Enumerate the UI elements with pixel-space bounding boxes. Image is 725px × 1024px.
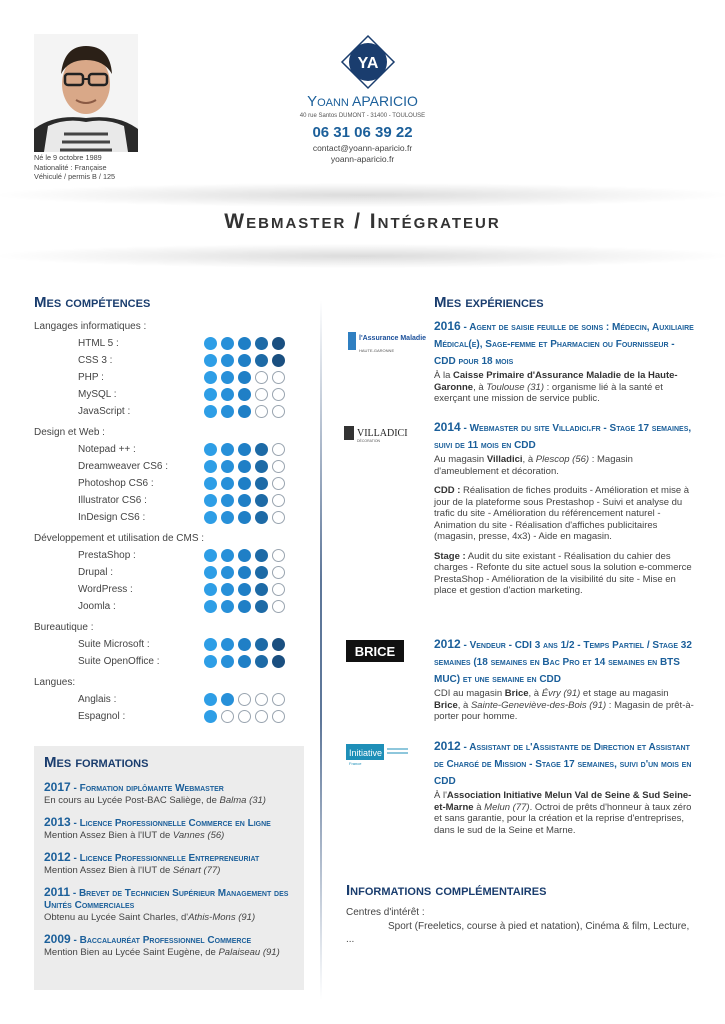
phone-number: 06 31 06 39 22	[312, 124, 413, 141]
skill-category: Design et Web :	[34, 427, 105, 438]
rating-dot-filled	[221, 337, 234, 350]
nationality: Nationalité : Française	[34, 162, 107, 172]
svg-text:VILLADICI: VILLADICI	[357, 428, 408, 439]
skill-category: Langages informatiques :	[34, 321, 147, 332]
rating-dot-filled	[255, 443, 268, 456]
rating-dot-filled	[238, 354, 251, 367]
rating-dot-empty	[272, 477, 285, 490]
skill-row	[34, 441, 304, 458]
rating-dot-filled	[238, 566, 251, 579]
rating-dot-filled	[204, 371, 217, 384]
rating-dot-filled	[255, 477, 268, 490]
skill-name: Notepad ++ :	[78, 444, 136, 455]
rating-dot-filled	[255, 600, 268, 613]
skill-rating	[204, 655, 289, 668]
rating-dot-filled	[255, 354, 268, 367]
svg-text:Initiative: Initiative	[349, 748, 383, 758]
rating-dot-filled	[221, 511, 234, 524]
website[interactable]: yoann-aparicio.fr	[330, 154, 395, 164]
rating-dot-filled	[255, 460, 268, 473]
interests-text: Sport (Freeletics, course à pied et natation), Cinéma & film, Lecture, ...	[346, 921, 690, 945]
skill-rating	[204, 511, 289, 524]
rating-dot-filled	[204, 583, 217, 596]
rating-dot-filled	[221, 549, 234, 562]
skill-row	[34, 581, 304, 598]
rating-dot-empty	[221, 710, 234, 723]
rating-dot-empty	[255, 693, 268, 706]
experience-heading: 2012 - Assistant de l'Assistante de Direction et Assistant de Chargé de Mission - Stage 17 semaines, suivi d'un mois en CDD	[434, 739, 692, 787]
rating-dot-filled	[221, 655, 234, 668]
skill-name: MySQL :	[78, 389, 117, 400]
skill-rating	[204, 371, 289, 384]
rating-dot-empty	[272, 583, 285, 596]
skill-row	[34, 335, 304, 352]
skill-row	[34, 598, 304, 615]
rating-dot-filled	[238, 388, 251, 401]
rating-dot-filled	[221, 566, 234, 579]
rating-dot-filled	[204, 549, 217, 562]
rating-dot-empty	[272, 566, 285, 579]
formation-description: En cours au Lycée Post-BAC Saliège, de Balma (31)	[44, 795, 266, 806]
skill-name: Drupal :	[78, 567, 114, 578]
formation-heading: 2012 - Licence Professionnelle Entrepreneuriat	[44, 850, 260, 864]
rating-dot-filled	[204, 405, 217, 418]
rating-dot-filled	[221, 405, 234, 418]
interests-label: Centres d'intérêt :	[346, 907, 425, 918]
rating-dot-filled	[238, 600, 251, 613]
competences-title: Mes compétences	[34, 294, 151, 311]
formations-list	[44, 781, 294, 958]
skill-rating	[204, 566, 289, 579]
rating-dot-filled	[238, 405, 251, 418]
rating-dot-filled	[255, 583, 268, 596]
skill-name: PrestaShop :	[78, 550, 136, 561]
competences-list	[34, 318, 304, 729]
rating-dot-filled	[204, 600, 217, 613]
rating-dot-filled	[272, 337, 285, 350]
skill-row	[34, 691, 304, 708]
svg-text:HAUTE-GARONNE: HAUTE-GARONNE	[359, 348, 395, 353]
formation-item	[44, 886, 294, 923]
rating-dot-filled	[204, 443, 217, 456]
rating-dot-empty	[272, 371, 285, 384]
address: 40 rue Santos DUMONT - 31400 - TOULOUSE	[299, 113, 426, 119]
vehicle: Véhiculé / permis B / 125	[34, 172, 116, 181]
formation-item	[44, 933, 294, 958]
rating-dot-filled	[255, 549, 268, 562]
formation-description: Mention Bien au Lycée Saint Eugène, de Palaiseau (91)	[44, 947, 280, 958]
column-separator	[320, 300, 322, 1000]
rating-dot-filled	[238, 655, 251, 668]
formations-title: Mes formations	[44, 754, 149, 771]
experience-cdd: CDD : Réalisation de fiches produits - Amélioration et mise à jour de la plateforme sous Prestashop - Suivi et analyse du trafic du site - Amélioration du référencement naturel - Animation du site - Réalisation d'affiches publicitaires (magasin, presse, 4x3) - Aide en magasin.	[434, 485, 690, 542]
rating-dot-filled	[238, 638, 251, 651]
skill-name: JavaScript :	[78, 406, 131, 417]
experience-4	[434, 738, 696, 836]
skill-rating	[204, 693, 289, 706]
rating-dot-filled	[221, 638, 234, 651]
svg-text:DÉCORATION: DÉCORATION	[357, 439, 381, 443]
rating-dot-empty	[255, 405, 268, 418]
skill-name: InDesign CS6 :	[78, 512, 146, 523]
experience-heading: 2012 - Vendeur - CDI 3 ans 1/2 - Temps Partiel / Stage 32 semaines (18 semaines en Bac Pro et 14 semaines en BTS MUC) et une semaine en CDD	[434, 637, 692, 685]
skill-name: Anglais :	[78, 694, 117, 705]
skill-category: Développement et utilisation de CMS :	[34, 533, 205, 544]
rating-dot-empty	[255, 388, 268, 401]
rating-dot-filled	[204, 494, 217, 507]
experience-description: Au magasin Villadici, à Plescop (56) : Magasin d'ameublement et décoration.	[434, 454, 633, 477]
skill-category: Bureautique :	[34, 622, 94, 633]
skill-name: HTML 5 :	[78, 338, 119, 349]
rating-dot-filled	[221, 494, 234, 507]
rating-dot-filled	[238, 583, 251, 596]
rating-dot-filled	[204, 388, 217, 401]
skill-row	[34, 458, 304, 475]
rating-dot-filled	[255, 511, 268, 524]
rating-dot-filled	[221, 477, 234, 490]
experience-3	[434, 636, 696, 723]
full-name	[0, 93, 725, 110]
rating-dot-filled	[238, 511, 251, 524]
rating-dot-filled	[255, 638, 268, 651]
skill-row	[34, 386, 304, 403]
skill-name: Suite Microsoft :	[78, 639, 150, 650]
skill-rating	[204, 600, 289, 613]
svg-text:France: France	[349, 761, 362, 766]
rating-dot-filled	[238, 337, 251, 350]
rating-dot-filled	[204, 511, 217, 524]
experience-description: CDI au magasin Brice, à Évry (91) et stage au magasin Brice, à Sainte-Geneviève-des-Bois (91) : Magasin de prêt-à-porter pour homme.	[434, 688, 694, 722]
formation-description: Mention Assez Bien à l'IUT de Vannes (56)	[44, 830, 225, 841]
skill-row	[34, 636, 304, 653]
skill-rating	[204, 710, 289, 723]
rating-dot-empty	[272, 443, 285, 456]
rating-dot-filled	[204, 638, 217, 651]
rating-dot-filled	[255, 494, 268, 507]
rating-dot-filled	[272, 354, 285, 367]
formation-description: Mention Assez Bien à l'IUT de Sénart (77)	[44, 865, 221, 876]
skill-rating	[204, 388, 289, 401]
experience-heading: 2014 - Webmaster du site Villadici.fr - Stage 17 semaines, suivi de 11 mois en CDD	[434, 420, 692, 451]
brice-logo	[346, 640, 404, 662]
formations-box	[34, 746, 304, 990]
skill-row	[34, 369, 304, 386]
rating-dot-empty	[255, 371, 268, 384]
rating-dot-filled	[204, 354, 217, 367]
rating-dot-filled	[204, 566, 217, 579]
skill-rating	[204, 549, 289, 562]
job-title: Webmaster / Intégrateur	[224, 210, 501, 233]
rating-dot-filled	[238, 371, 251, 384]
rating-dot-filled	[255, 566, 268, 579]
rating-dot-filled	[255, 337, 268, 350]
rating-dot-empty	[272, 460, 285, 473]
rating-dot-empty	[272, 494, 285, 507]
rating-dot-filled	[221, 388, 234, 401]
rating-dot-filled	[221, 600, 234, 613]
rating-dot-empty	[255, 710, 268, 723]
skill-name: Illustrator CS6 :	[78, 495, 147, 506]
formation-heading: 2011 - Brevet de Technicien Supérieur Management des Unités Commerciales	[44, 885, 289, 911]
skill-row	[34, 352, 304, 369]
formation-heading: 2013 - Licence Professionnelle Commerce en Ligne	[44, 815, 271, 829]
rating-dot-filled	[221, 354, 234, 367]
skill-row	[34, 475, 304, 492]
rating-dot-filled	[204, 337, 217, 350]
svg-text:BRICE: BRICE	[354, 644, 396, 659]
initiative-logo	[346, 742, 410, 766]
skill-row	[34, 708, 304, 725]
skill-rating	[204, 583, 289, 596]
rating-dot-filled	[255, 655, 268, 668]
skill-row	[34, 564, 304, 581]
skill-rating	[204, 494, 289, 507]
skill-row	[34, 492, 304, 509]
skill-rating	[204, 460, 289, 473]
skill-name: Dreamweaver CS6 :	[78, 461, 169, 472]
email[interactable]: contact@yoann-aparicio.fr	[312, 143, 413, 153]
rating-dot-filled	[238, 443, 251, 456]
skill-row	[34, 653, 304, 670]
rating-dot-filled	[238, 549, 251, 562]
skill-name: Photoshop CS6 :	[78, 478, 154, 489]
formation-description: Obtenu au Lycée Saint Charles, d'Athis-Mons (91)	[44, 912, 256, 923]
rating-dot-empty	[272, 710, 285, 723]
rating-dot-filled	[204, 693, 217, 706]
last-name: APARICIO	[352, 93, 418, 109]
rating-dot-filled	[272, 638, 285, 651]
infos-title: Informations complémentaires	[346, 882, 547, 899]
skill-rating	[204, 405, 289, 418]
formation-heading: 2009 - Baccalauréat Professionnel Commerce	[44, 932, 252, 946]
rating-dot-empty	[272, 693, 285, 706]
rating-dot-filled	[221, 693, 234, 706]
rating-dot-filled	[238, 494, 251, 507]
rating-dot-filled	[204, 477, 217, 490]
skill-category: Langues:	[34, 677, 76, 688]
experience-1	[434, 318, 696, 405]
rating-dot-empty	[272, 600, 285, 613]
skill-rating	[204, 354, 289, 367]
rating-dot-empty	[238, 693, 251, 706]
experience-description: À la Caisse Primaire d'Assurance Maladie de la Haute-Garonne, à Toulouse (31) : organisme lié à la santé et exerçant une mission de service public.	[434, 370, 678, 404]
villadici-logo	[343, 424, 413, 444]
skill-name: CSS 3 :	[78, 355, 113, 366]
first-name: Yoann	[307, 93, 349, 110]
rating-dot-empty	[272, 405, 285, 418]
rating-dot-filled	[221, 371, 234, 384]
title-band-bottom	[0, 244, 725, 268]
experience-description: À l'Association Initiative Melun Val de Seine & Sud Seine-et-Marne à Melun (77). Octroi de prêts d'honneur à taux zéro et sans garantie, pour la création et la reprise d'entreprises, dans le sud de la Seine et Marne.	[434, 790, 692, 836]
skill-name: Suite OpenOffice :	[78, 656, 160, 667]
birth-date: Né le 9 octobre 1989	[34, 153, 102, 162]
svg-text:l'Assurance Maladie: l'Assurance Maladie	[359, 335, 427, 342]
experience-2	[434, 419, 696, 597]
skill-rating	[204, 477, 289, 490]
skill-rating	[204, 337, 289, 350]
experience-heading: 2016 - Agent de saisie feuille de soins : Médecin, Auxiliaire Médical(e), Sage-femme et Pharmacien ou Fournisseur - CDD pour 18 mois	[434, 319, 694, 367]
formation-heading: 2017 - Formation diplômante Webmaster	[44, 780, 224, 794]
rating-dot-filled	[238, 460, 251, 473]
rating-dot-filled	[221, 460, 234, 473]
skill-name: WordPress :	[78, 584, 133, 595]
formation-item	[44, 816, 294, 841]
rating-dot-filled	[204, 710, 217, 723]
rating-dot-filled	[204, 655, 217, 668]
rating-dot-filled	[238, 477, 251, 490]
title-band-top	[0, 183, 725, 207]
logo-text: YA	[357, 55, 379, 72]
skill-name: Espagnol :	[78, 711, 126, 722]
rating-dot-empty	[272, 388, 285, 401]
rating-dot-filled	[221, 443, 234, 456]
skill-rating	[204, 443, 289, 456]
skill-name: PHP :	[78, 372, 104, 383]
experiences-title: Mes expériences	[434, 294, 544, 311]
formation-item	[44, 781, 294, 806]
skill-row	[34, 403, 304, 420]
skill-row	[34, 509, 304, 526]
skill-row	[34, 547, 304, 564]
rating-dot-filled	[272, 655, 285, 668]
assurance-maladie-logo	[346, 326, 427, 358]
formation-item	[44, 851, 294, 876]
skill-name: Joomla :	[78, 601, 116, 612]
rating-dot-filled	[204, 460, 217, 473]
rating-dot-empty	[272, 511, 285, 524]
rating-dot-empty	[272, 549, 285, 562]
ya-logo	[340, 34, 396, 90]
experience-stage: Stage : Audit du site existant - Réalisation du cahier des charges - Refonte du site actuel sous la solution e-commerce PrestaShop - Amélioration de la visibilité du site - Mise en place et gestion d'action marketing.	[434, 550, 692, 596]
rating-dot-filled	[221, 583, 234, 596]
rating-dot-empty	[238, 710, 251, 723]
skill-rating	[204, 638, 289, 651]
